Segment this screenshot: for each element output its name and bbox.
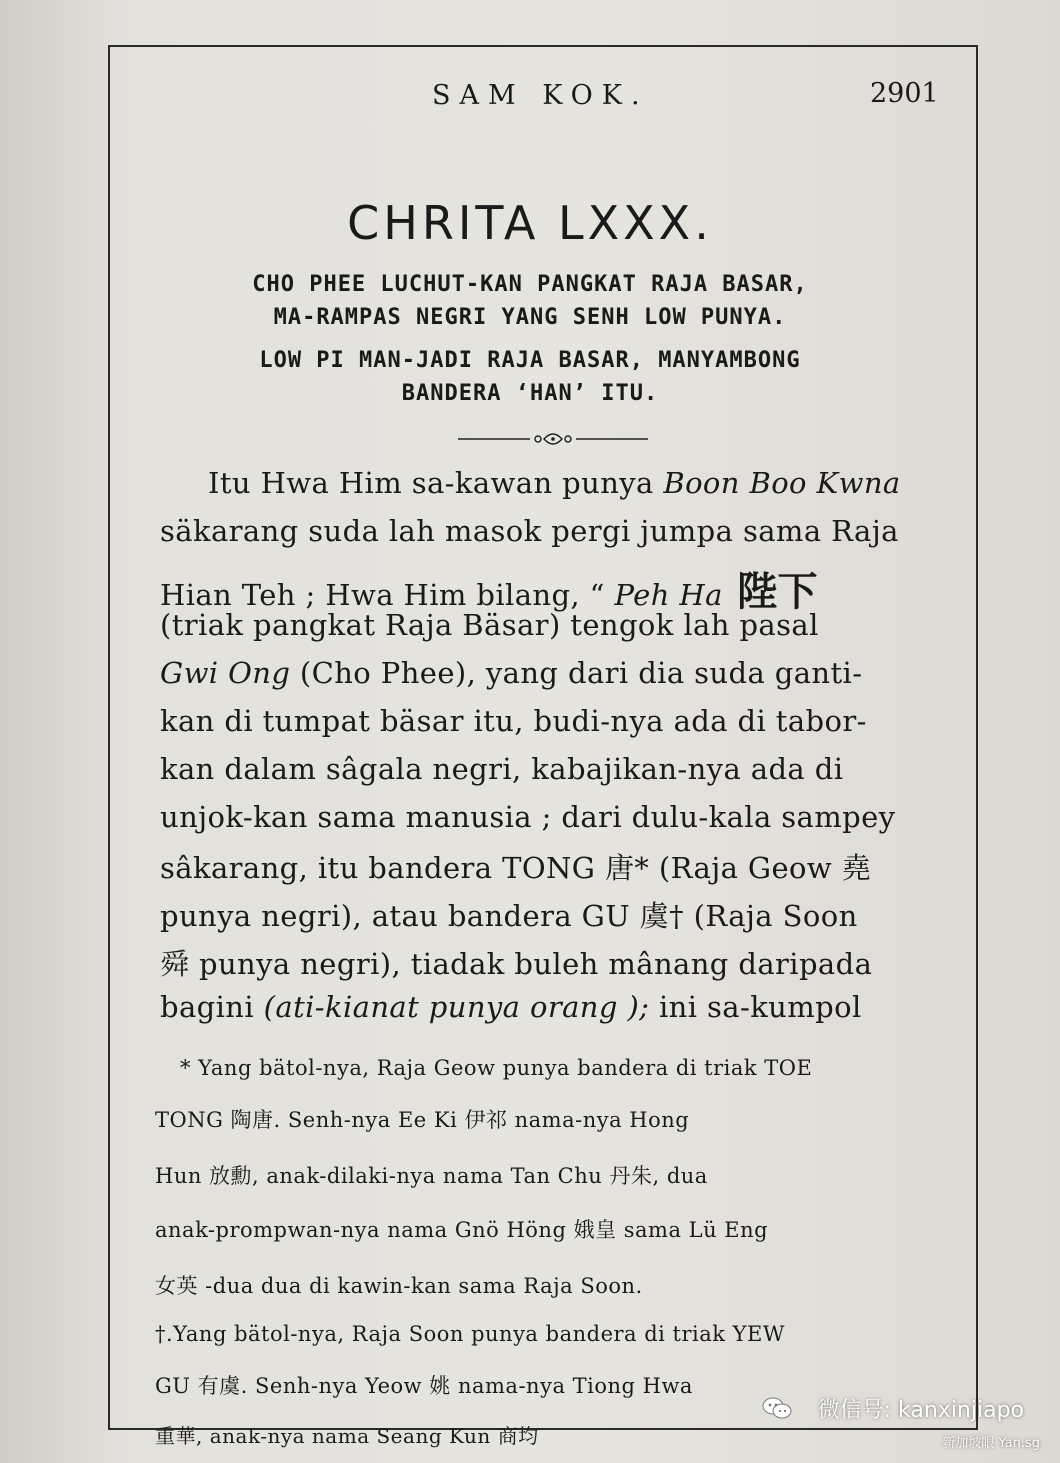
body-line: Gwi Ong (Cho Phee), yang dari dia suda ganti- — [160, 656, 863, 690]
body-line: punya negri), atau bandera GU 虞† (Raja Soon — [160, 899, 858, 933]
footnote-line: anak-prompwan-nya nama Gnö Höng 娥皇 sama Lü Eng — [155, 1218, 769, 1242]
footnote-line: 女英 -dua dua di kawin-kan sama Raja Soon. — [155, 1274, 643, 1298]
footnote-line: TONG 陶唐. Senh-nya Ee Ki 伊祁 nama-nya Hong — [155, 1108, 690, 1132]
body-line: Hian Teh ; Hwa Him bilang, “ Peh Ha 陛下 — [160, 569, 818, 615]
subtitle-line: BANDERA ‘HAN’ ITU. — [401, 381, 659, 406]
subtitle-line: LOW PI MAN-JADI RAJA BASAR, MANYAMBONG — [259, 348, 801, 373]
subtitle-line: MA-RAMPAS NEGRI YANG SENH LOW PUNYA. — [273, 305, 787, 330]
body-line: Itu Hwa Him sa-kawan punya Boon Boo Kwna — [208, 466, 901, 500]
body-line: unjok-kan sama manusia ; dari dulu-kala sampey — [160, 800, 896, 834]
body-line: (triak pangkat Raja Bäsar) tengok lah pasal — [160, 608, 819, 642]
body-line: bagini (ati-kianat punya orang ); ini sa-kumpol — [160, 990, 862, 1024]
body-line: 舜 punya negri), tiadak buleh mânang daripada — [160, 947, 873, 981]
footnote-line: 重華, anak-nya nama Seang Kun 商均 — [155, 1424, 539, 1448]
body-line: säkarang suda lah masok pergi jumpa sama Raja — [160, 514, 899, 548]
ornament-divider — [458, 428, 648, 450]
footnote-line: †.Yang bätol-nya, Raja Soon punya bandera di triak YEW — [155, 1322, 785, 1346]
footnote-line: Hun 放勳, anak-dilaki-nya nama Tan Chu 丹朱, dua — [155, 1164, 708, 1188]
watermark-account: 微信号: kanxinjiapo — [817, 1398, 1024, 1423]
body-line: sâkarang, itu bandera TONG 唐* (Raja Geow 堯 — [160, 851, 872, 885]
chapter-title: CHRITA LXXX. — [347, 196, 713, 250]
body-line: kan di tumpat bäsar itu, budi-nya ada di tabor- — [160, 704, 867, 738]
wechat-icon — [762, 1396, 792, 1420]
footnote-line: * Yang bätol-nya, Raja Geow punya bandera di triak TOE — [180, 1056, 813, 1080]
running-title: SAM KOK. — [432, 80, 649, 111]
footnote-line: GU 有虞. Senh-nya Yeow 姚 nama-nya Tiong Hwa — [155, 1374, 693, 1398]
watermark-source: 新加坡眼 Yan.sg — [942, 1436, 1040, 1451]
body-line: kan dalam sâgala negri, kabajikan-nya ada di — [160, 752, 844, 786]
page-number: 2901 — [870, 78, 939, 109]
subtitle-line: CHO PHEE LUCHUT-KAN PANGKAT RAJA BASAR, — [252, 272, 808, 297]
